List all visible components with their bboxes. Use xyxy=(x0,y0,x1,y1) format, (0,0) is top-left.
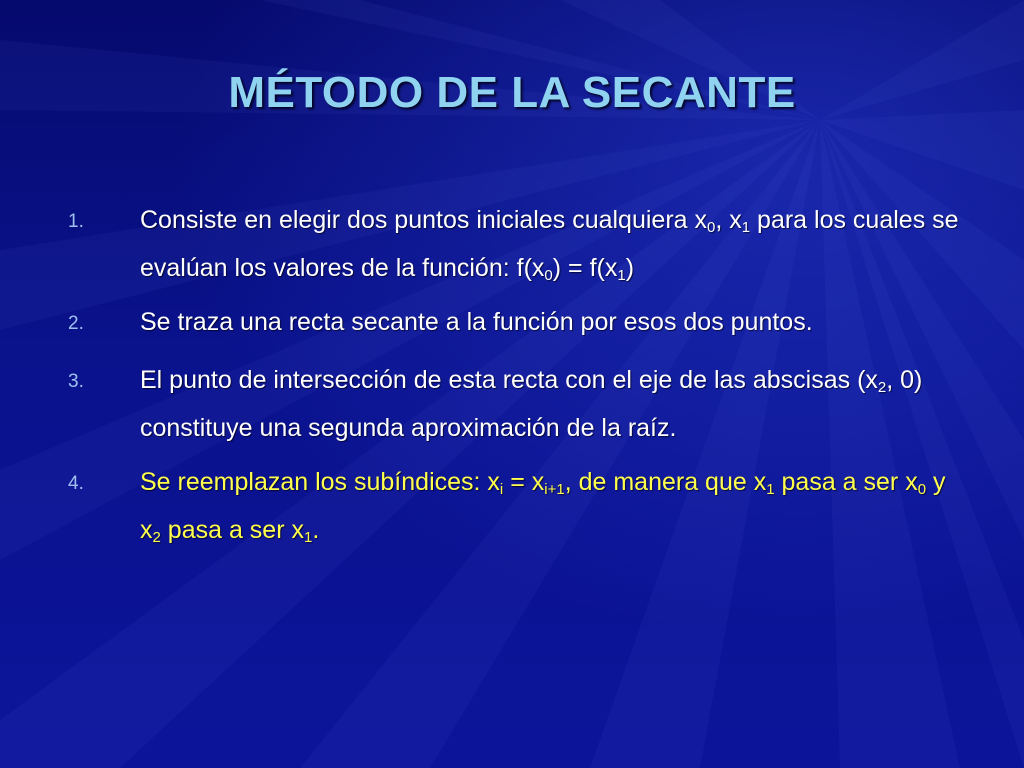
list-item-number: 3. xyxy=(68,371,84,392)
list-item-number: 1. xyxy=(68,211,84,232)
list-item-number: 4. xyxy=(68,473,84,494)
list-item-text: Se reemplazan los subíndices: $x_i = x_{i+1}$, de manera que $x_1$ pasa a ser $x_0$ y $x_2$ pasa a ser $x_1$. xyxy=(140,468,946,546)
list-item-text: Se traza una recta secante a la función por esos dos puntos. xyxy=(140,308,813,336)
list-item-text: Consiste en elegir dos puntos iniciales cualquiera $x_0$, $x_1$ para los cuales se evalúan los valores de la función: $f(x_0) = f(x_1)$ xyxy=(140,206,959,284)
list-item xyxy=(68,298,968,350)
slide-title: MÉTODO DE LA SECANTE xyxy=(228,68,796,117)
list-item xyxy=(68,196,968,292)
list-item-number: 2. xyxy=(68,313,84,334)
list-item-text: El punto de intersección de esta recta con el eje de las abscisas ($x_2$, 0) constituye una segunda aproximación de la raíz. xyxy=(140,366,923,442)
list-item-highlighted xyxy=(68,458,968,554)
list-item xyxy=(68,356,968,452)
numbered-list xyxy=(68,196,968,560)
